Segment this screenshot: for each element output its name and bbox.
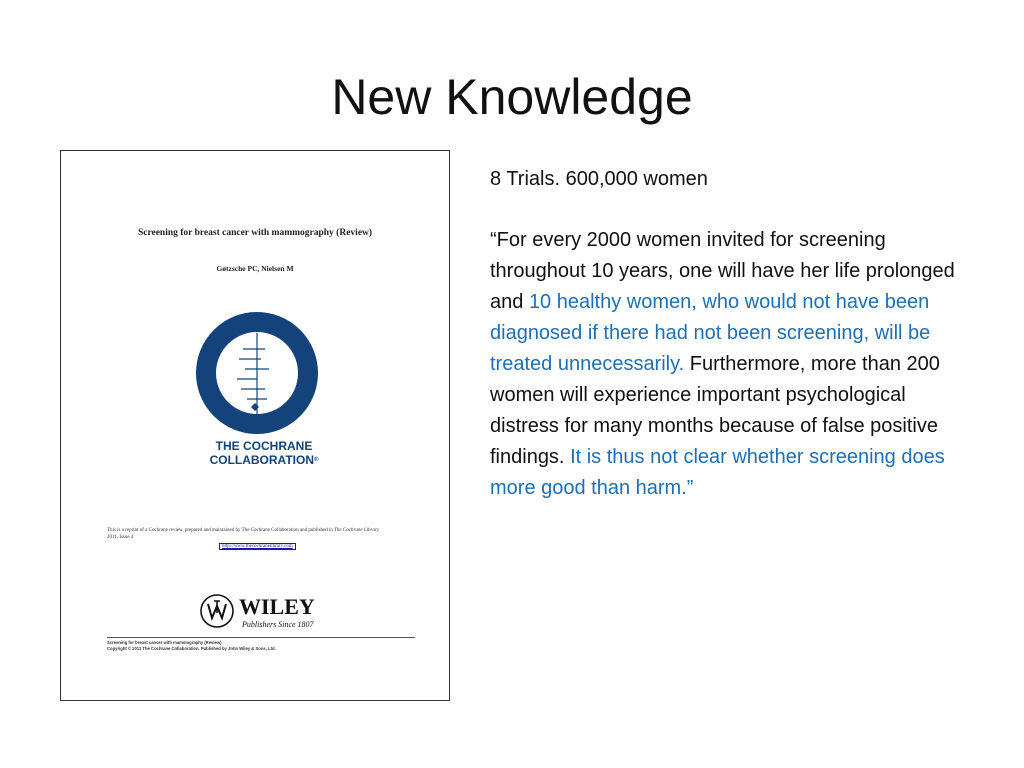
registered-mark: ®	[314, 457, 319, 463]
quote-highlight-1: 10 healthy women, who would not have been diagnosed if there had not been screening, will be treated unnecessarily.	[490, 291, 931, 375]
text-panel	[490, 164, 960, 504]
reprint-note-issue: 2011, Issue 4	[107, 535, 134, 540]
document-url-link[interactable]: http://www.thecochranelibrary.com	[219, 543, 296, 550]
reprint-note-journal: The Cochrane Library	[334, 528, 380, 533]
quote-highlight-2: It is thus not clear whether screening does more good than harm.”	[490, 446, 945, 499]
quote-text-2: Furthermore, more than 200 women will experience important psychological distress for many months because of false positive findings.	[490, 353, 940, 468]
wiley-logo	[199, 593, 339, 633]
wiley-emblem-icon	[199, 593, 235, 629]
footer-line2: Copyright © 2011 The Cochrane Collaboration. Published by John Wiley & Sons, Ltd.	[107, 646, 276, 651]
footer-divider	[107, 637, 415, 638]
document-authors: Gøtzsche PC, Nielsen M	[216, 264, 294, 273]
publisher-tagline: Publishers Since 1807	[242, 620, 314, 629]
collaboration-name	[179, 439, 349, 467]
document-footer	[107, 640, 427, 652]
document-title: Screening for breast cancer with mammography (Review)	[137, 228, 373, 238]
reprint-note-text: This is a reprint of a Cochrane review, prepared and maintained by The Cochrane Collaboration and published in	[107, 528, 333, 533]
collaboration-line2: COLLABORATION	[209, 453, 314, 467]
cochrane-logo-icon	[195, 311, 319, 435]
slide-title: New Knowledge	[331, 69, 693, 125]
quote-paragraph	[490, 225, 960, 504]
publisher-name: WILEY	[239, 594, 315, 619]
trial-stats: 8 Trials. 600,000 women	[490, 168, 708, 190]
footer-line1: Screening for breast cancer with mammography (Review)	[107, 640, 222, 645]
collaboration-line1: THE COCHRANE	[215, 439, 313, 453]
reprint-note	[107, 527, 427, 541]
quote-text-1: “For every 2000 women invited for screening throughout 10 years, one will have her life prolonged and	[490, 229, 955, 313]
document-cover-image	[60, 150, 450, 701]
